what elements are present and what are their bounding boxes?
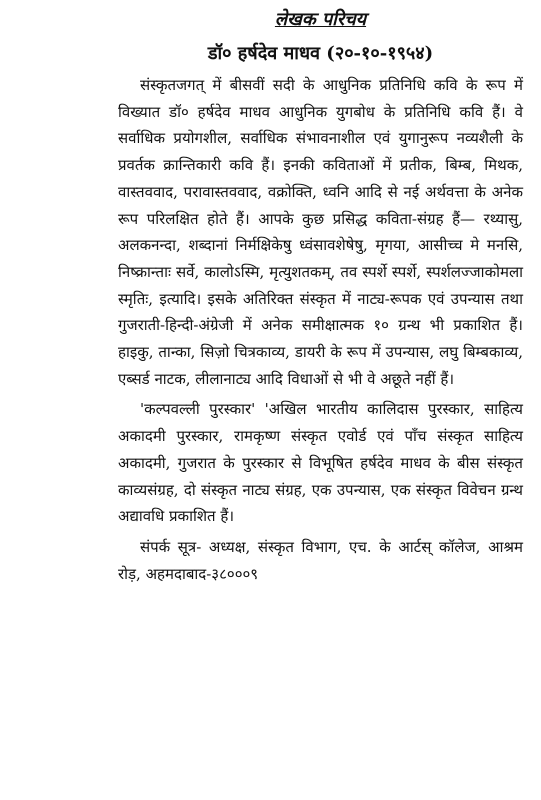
awards-paragraph: 'कल्पवल्ली पुरस्कार' 'अखिल भारतीय कालिदास पुरस्कार, साहित्य अकादमी पुरस्कार, रामकृष्ण संस्कृत एवोर्ड एवं पाँच संस्कृत साहित्य अकादमी, गुजरात के पुरस्कार से विभूषित हर्षदेव माधव के बीस संस्कृत काव्यसंग्रह, दो संस्कृत नाट्य संग्रह, एक उपन्यास, एक संस्कृत विवेचन ग्रन्थ अद्यावधि प्रकाशित हैं। bbox=[118, 400, 523, 526]
author-name-heading: डॉ० हर्षदेव माधव (२०-१०-१९५४) bbox=[207, 43, 434, 64]
contact-paragraph: संपर्क सूत्र- अध्यक्ष, संस्कृत विभाग, एच. के आर्टस् कॉलेज, आश्रम रोड़, अहमदाबाद-३८०००९ bbox=[118, 537, 523, 583]
biography-paragraph: संस्कृतजगत् में बीसवीं सदी के आधुनिक प्रतिनिधि कवि के रूप में विख्यात डॉ० हर्षदेव माधव आधुनिक युगबोध के प्रतिनिधि कवि हैं। वे सर्वाधिक प्रयोगशील, सर्वाधिक संभावनाशील एवं युगानुरूप नव्यशैली के प्रवर्तक क्रान्तिकारी कवि हैं। इनकी कविताओं में प्रतीक, बिम्ब, मिथक, वास्तववाद, परावास्तववाद, वक्रोक्ति, ध्वनि आदि से नई अर्थवत्ता के अनेक रूप परिलक्षित होते हैं। आपके कुछ प्रसिद्ध कविता-संग्रह हैं— रथ्यासु, अलकनन्दा, शब्दानां निर्मक्षिकेषु ध्वंसावशेषेषु, मृगया, आसीच्च मे मनसि, निष्क्रान्ताः सर्वे, कालोऽस्मि, मृत्युशतकम्, तव स्पर्शे स्पर्शे, स्पर्शलज्जाकोमला स्मृतिः, इत्यादि। इसके अतिरिक्त संस्कृत में नाट्य-रूपक एवं उपन्यास तथा गुजराती-हिन्दी-अंग्रेजी में अनेक समीक्षात्मक १० ग्रन्थ भी प्रकाशित हैं। हाइकु, तान्का, सिज़ो चित्रकाव्य, डायरी के रूप में उपन्यास, लघु बिम्बकाव्य, एब्सर्ड नाटक, लीलानाट्य आदि विधाओं से भी वे अछूते नहीं हैं। bbox=[118, 76, 523, 388]
section-title bbox=[118, 8, 523, 32]
author-profile-page bbox=[118, 0, 523, 587]
section-title-text: लेखक परिचय bbox=[274, 9, 367, 30]
